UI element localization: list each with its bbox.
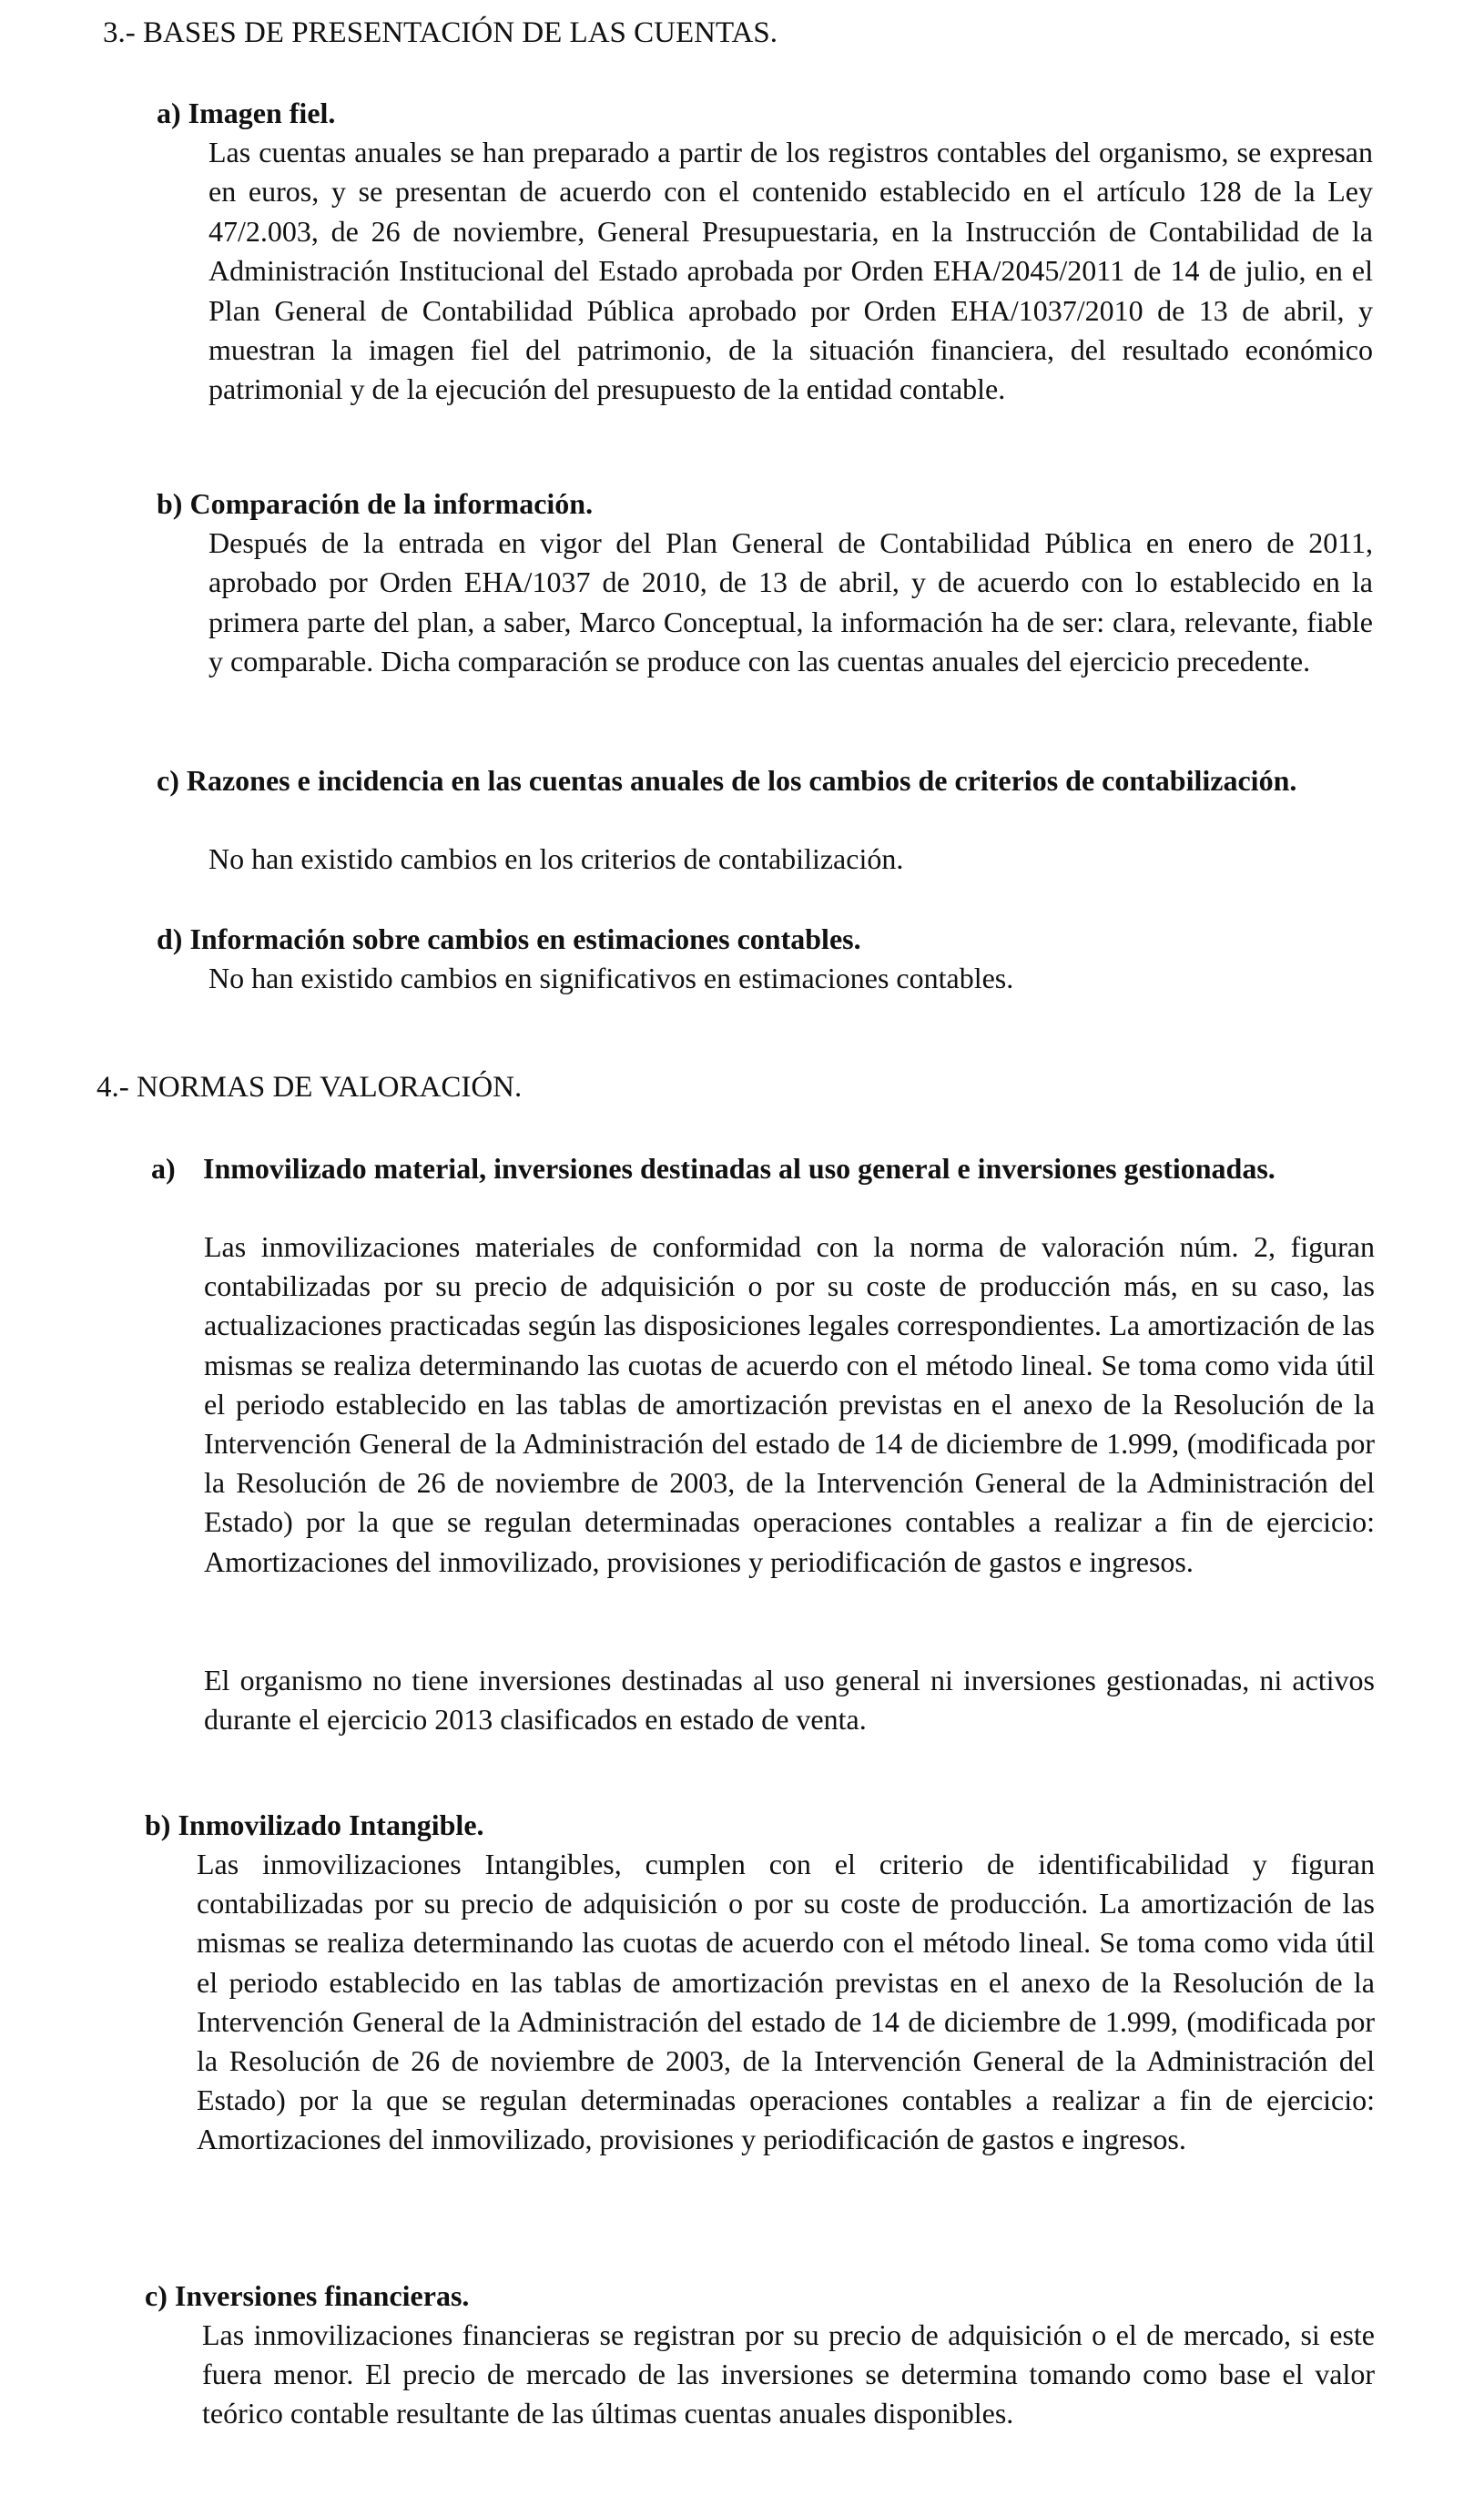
- subsection-3a-paragraph-1: Las cuentas anuales se han preparado a partir de los registros contables del organismo, se expresan en euros, y se presentan de acuerdo con el contenido establecido en el artículo 128 de la Ley 47/2.003, de 26 de noviembre, General Presupuestaria, en la Instrucción de Contabilidad de la Administración Institucional del Estado aprobada por Orden EHA/2045/2011 de 14 de julio, en el Plan General de Contabilidad Pública aprobado por Orden EHA/1037/2010 de 13 de abril, y muestran la imagen fiel del patrimonio, de la situación financiera, del resultado económico patrimonial y de la ejecución del presupuesto de la entidad contable.: [208, 136, 1373, 406]
- subsection-4a-paragraph-2: El organismo no tiene inversiones destinadas al uso general ni inversiones gestionadas, ni activos durante el ejercicio 2013 clasificados en estado de venta.: [204, 1664, 1375, 1737]
- subsection-3b-paragraph-1: Después de la entrada en vigor del Plan General de Contabilidad Pública en enero de 2011, aprobado por Orden EHA/1037 de 2010, de 13 de abril, y de acuerdo con lo establecido en la primera parte del plan, a saber, Marco Conceptual, la información ha de ser: clara, relevante, fiable y comparable. Dicha comparación se produce con las cuentas anuales del ejercicio precedente.: [208, 526, 1373, 678]
- subsection-3a-marker: a): [157, 97, 181, 129]
- subsection-3b-marker: b): [157, 487, 183, 520]
- subsection-3c-paragraph-1: No han existido cambios en los criterios de contabilización.: [208, 842, 904, 875]
- subsection-4b-heading-text: Inmovilizado Intangible.: [178, 1808, 484, 1841]
- subsection-4a-paragraph-1: Las inmovilizaciones materiales de conformidad con la norma de valoración núm. 2, figuran contabilizadas por su precio de adquisición o por su coste de producción más, en su caso, las actualizaciones practicadas según las disposiciones legales correspondientes. La amortización de las mismas se realiza determinando las cuotas de acuerdo con el método lineal. Se toma como vida útil el periodo establecido en las tablas de amortización previstas en el anexo de la Resolución de la Intervención General de la Administración del estado de 14 de diciembre de 1.999, (modificada por la Resolución de 26 de noviembre de 2003, de la Intervención General de la Administración del Estado) por la que se regulan determinadas operaciones contables a realizar a fin de ejercicio: Amortizaciones del inmovilizado, provisiones y periodificación de gastos e ingresos.: [204, 1230, 1375, 1578]
- subsection-3b-heading-text: Comparación de la información.: [189, 487, 594, 520]
- subsection-4c-heading-text: Inversiones financieras.: [174, 2279, 470, 2312]
- subsection-3d-paragraph-1: No han existido cambios en significativos en estimaciones contables.: [208, 962, 1014, 994]
- section-4-trailing: .: [514, 1071, 523, 1104]
- section-3-number: 3.-: [103, 16, 136, 49]
- subsection-4b-heading: [145, 1806, 484, 1845]
- subsection-4a-heading: [151, 1149, 1375, 1188]
- subsection-4b-paragraph-1: Las inmovilizaciones Intangibles, cumplen con el criterio de identificabilidad y figuran contabilizadas por su precio de adquisición o por su coste de producción. La amortización de las mismas se realiza determinando las cuotas de acuerdo con el método lineal. Se toma como vida útil el periodo establecido en las tablas de amortización previstas en el anexo de la Resolución de la Intervención General de la Administración del estado de 14 de diciembre de 1.999, (modificada por la Resolución de 26 de noviembre de 2003, de la Intervención General de la Administración del Estado) por la que se regulan determinadas operaciones contables a realizar a fin de ejercicio: Amortizaciones del inmovilizado, provisiones y periodificación de gastos e ingresos.: [197, 1848, 1375, 2156]
- subsection-3c-marker: c): [157, 764, 179, 797]
- subsection-3d-marker: d): [157, 922, 183, 955]
- section-4-title-text: NORMAS DE VALORACIÓN: [137, 1071, 514, 1104]
- subsection-3a-heading-text: Imagen fiel.: [188, 97, 336, 129]
- subsection-4c-marker: c): [145, 2279, 168, 2312]
- subsection-4b-marker: b): [145, 1808, 171, 1841]
- subsection-4c-paragraph-1: Las inmovilizaciones financieras se registran por su precio de adquisición o el de mercado, si este fuera menor. El precio de mercado de las inversiones se determina tomando como base el valor teórico contable resultante de las últimas cuentas anuales disponibles.: [202, 2318, 1375, 2430]
- section-3-title: [103, 15, 778, 51]
- section-4-number: 4.-: [97, 1071, 129, 1104]
- section-4-title: [97, 1069, 522, 1105]
- section-3-trailing: .: [769, 16, 778, 49]
- subsection-4a-heading-text: Inmovilizado material, inversiones destinadas al uso general e inversiones gestionadas.: [203, 1152, 1276, 1185]
- subsection-3b-heading: [157, 484, 593, 524]
- subsection-3d-heading-text: Información sobre cambios en estimaciones contables.: [189, 922, 861, 955]
- section-3-title-text: BASES DE PRESENTACIÓN DE LAS CUENTAS: [143, 16, 770, 49]
- subsection-4c-heading: [145, 2277, 469, 2316]
- subsection-3c-heading: [157, 761, 1375, 800]
- subsection-3a-heading: [157, 94, 335, 133]
- subsection-3d-heading: [157, 920, 861, 959]
- subsection-4a-marker: a): [151, 1152, 176, 1185]
- subsection-3c-heading-text: Razones e incidencia en las cuentas anuales de los cambios de criterios de contabilización.: [186, 764, 1297, 797]
